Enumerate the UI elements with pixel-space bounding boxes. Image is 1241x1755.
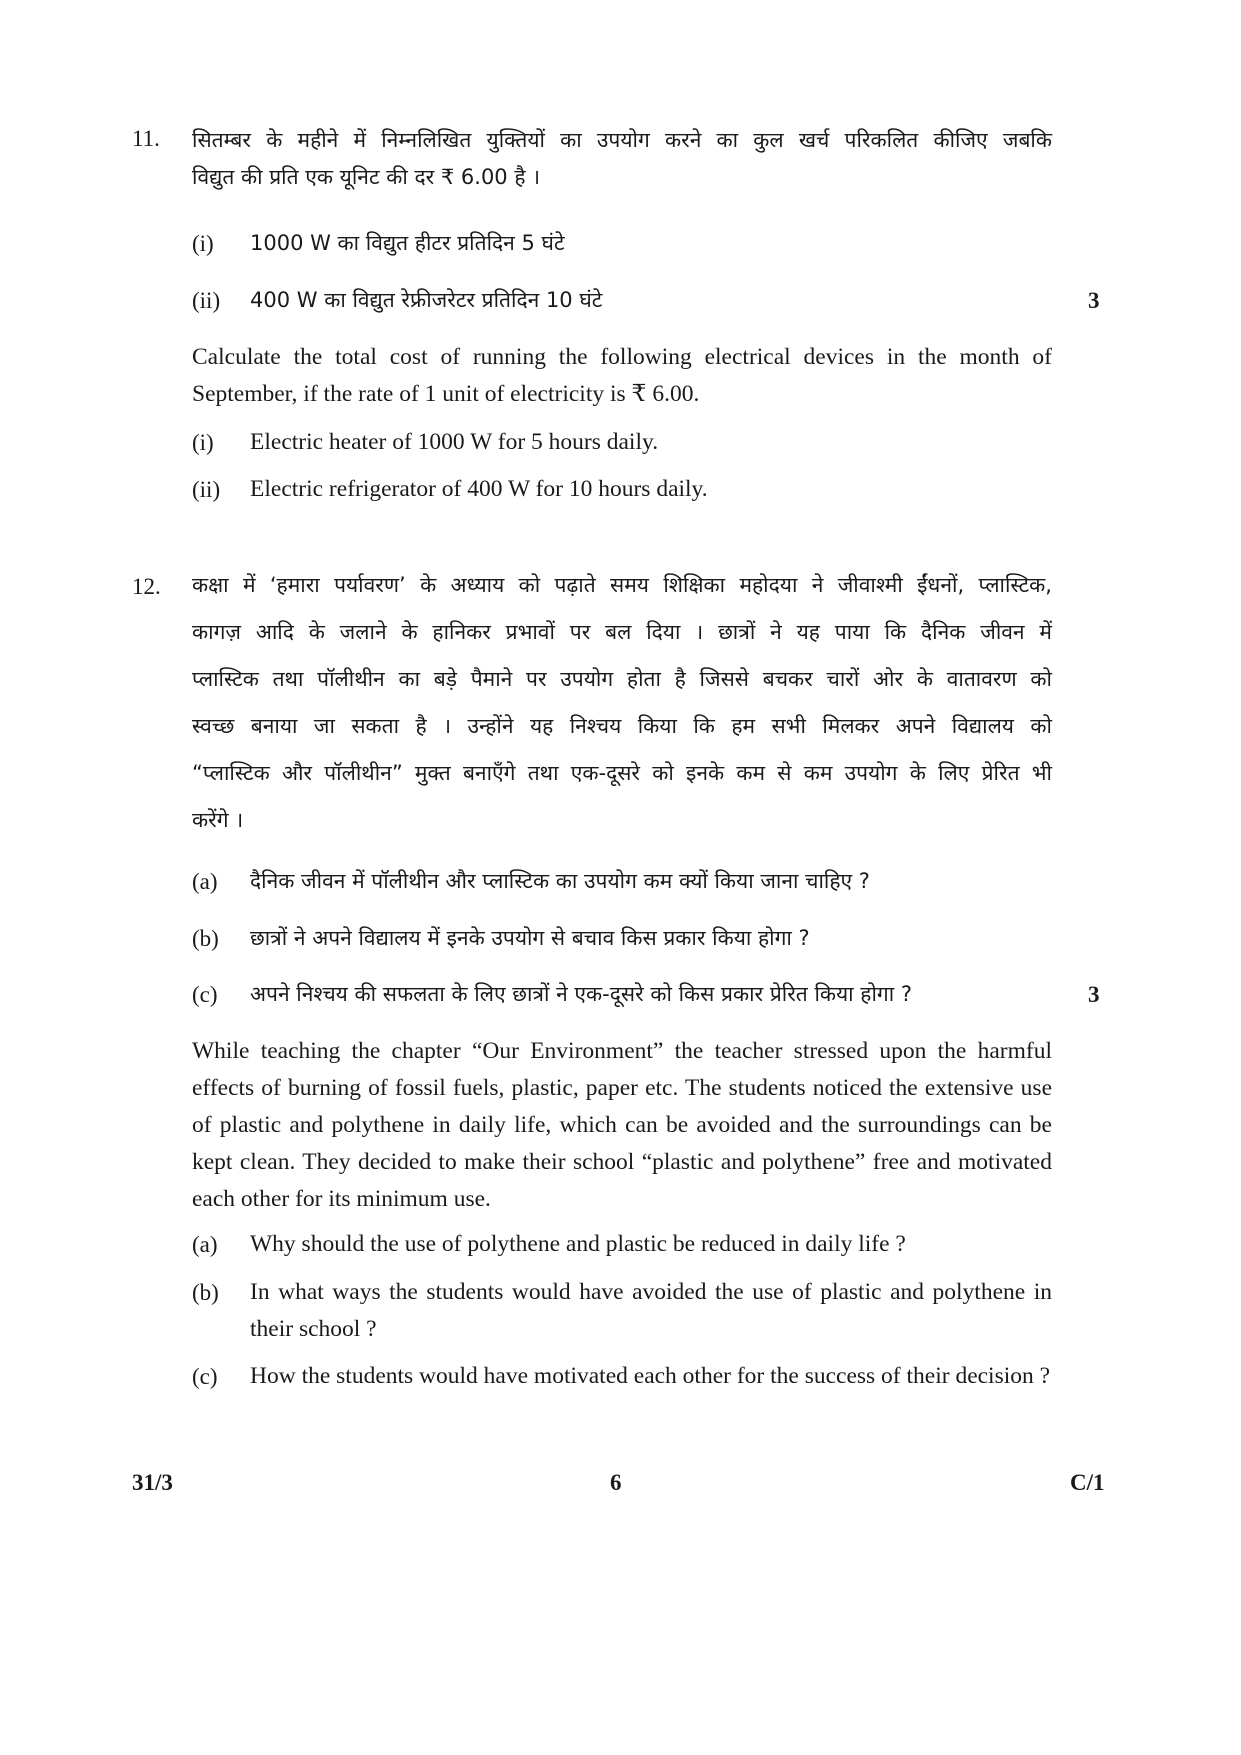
sub-question-label: (b): [192, 926, 219, 951]
marks: 3: [1088, 288, 1100, 313]
sub-question-text: How the students would have motivated each other for the success of their decision ?: [250, 1363, 1051, 1389]
sub-question-label: (i): [192, 430, 214, 455]
set-code: C/1: [1070, 1470, 1105, 1495]
sub-question-label: (c): [192, 1364, 218, 1389]
sub-question-label: (i): [192, 231, 214, 256]
hindi-line: “प्लास्टिक और पॉलीथीन” मुक्त बनाएँगे तथा एक-दूसरे को इनके कम से कम उपयोग के लिए प्रेरित भी: [192, 761, 1052, 785]
hindi-line: प्लास्टिक तथा पॉलीथीन का बड़े पैमाने पर उपयोग होता है जिससे बचकर चारों ओर के वातावरण को: [192, 667, 1052, 691]
hindi-line: स्वच्छ बनाया जा सकता है । उन्होंने यह निश्चय किया कि हम सभी मिलकर अपने विद्यालय को: [192, 714, 1052, 738]
paper-code: 31/3: [132, 1470, 173, 1495]
sub-question-label: (a): [192, 1232, 218, 1257]
question-number: 12.: [132, 574, 161, 599]
sub-question-label: (ii): [192, 288, 221, 313]
sub-question-text: दैनिक जीवन में पॉलीथीन और प्लास्टिक का उपयोग कम क्यों किया जाना चाहिए ?: [250, 869, 870, 893]
hindi-line: कागज़ आदि के जलाने के हानिकर प्रभावों पर बल दिया । छात्रों ने यह पाया कि दैनिक जीवन में: [192, 620, 1052, 644]
question-english-stem: Calculate the total cost of running the following electrical devices in the month of September, if the rate of 1 unit of electricity is ₹ 6.00.: [192, 344, 1052, 407]
hindi-line: कक्षा में ‘हमारा पर्यावरण’ के अध्याय को पढ़ाते समय शिक्षिका महोदया ने जीवाश्मी ईंधनों, प्लास्टिक,: [192, 573, 1052, 597]
question-english-stem: While teaching the chapter “Our Environment” the teacher stressed upon the harmful effects of burning of fossil fuels, plastic, paper etc. The students noticed the extensive use of plastic and polythene in daily life, which can be avoided and the surroundings can be kept clean. They decided to make their school “plastic and polythene” free and motivated each other for its minimum use.: [192, 1038, 1052, 1212]
sub-question-text: छात्रों ने अपने विद्यालय में इनके उपयोग से बचाव किस प्रकार किया होगा ?: [250, 926, 810, 950]
hindi-line: सितम्बर के महीने में निम्नलिखित युक्तियों का उपयोग करने का कुल खर्च परिकलित कीजिए जबकि: [192, 128, 1052, 152]
sub-question-label: (b): [192, 1280, 219, 1305]
sub-question-label: (c): [192, 982, 218, 1007]
sub-question-text: Electric heater of 1000 W for 5 hours daily.: [250, 429, 659, 455]
sub-question-label: (a): [192, 869, 218, 894]
sub-question-text: In what ways the students would have avoided the use of plastic and polythene in their school ?: [250, 1279, 1052, 1342]
sub-question-label: (ii): [192, 477, 221, 502]
marks: 3: [1088, 982, 1100, 1007]
hindi-line: करेंगे ।: [192, 808, 244, 832]
sub-question-text: Electric refrigerator of 400 W for 10 hours daily.: [250, 476, 708, 502]
question-hindi-stem: [192, 122, 1052, 196]
question-hindi-stem: [192, 567, 1052, 849]
question-number: 11.: [132, 126, 160, 151]
page-number: 6: [610, 1470, 622, 1495]
hindi-line: विद्युत की प्रति एक यूनिट की दर ₹ 6.00 है ।: [192, 165, 541, 189]
sub-question-text: अपने निश्चय की सफलता के लिए छात्रों ने एक-दूसरे को किस प्रकार प्रेरित किया होगा ?: [250, 982, 912, 1006]
sub-question-text: Why should the use of polythene and plastic be reduced in daily life ?: [250, 1231, 906, 1257]
sub-question-text: 1000 W का विद्युत हीटर प्रतिदिन 5 घंटे: [250, 231, 565, 255]
sub-question-text: 400 W का विद्युत रेफ्रीजरेटर प्रतिदिन 10 घंटे: [250, 288, 603, 312]
